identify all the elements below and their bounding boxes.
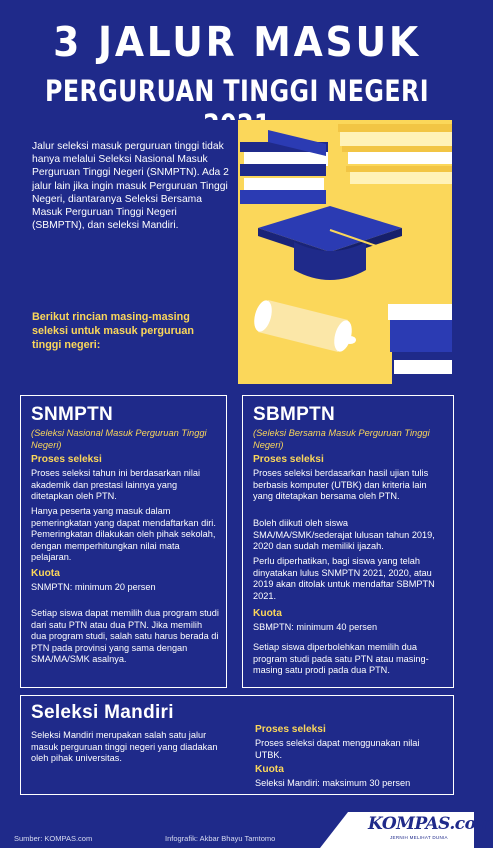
sbmptn-proses-p2: Boleh diikuti oleh siswa SMA/MA/SMK/sederajat lulusan tahun 2019, 2020 dan sudah memiliki ijazah. xyxy=(253,518,435,552)
graduation-cap-icon xyxy=(258,206,402,294)
snmptn-kuota-value: SNMPTN: minimum 20 persen xyxy=(31,582,156,592)
intro-text-block xyxy=(20,120,238,384)
snmptn-subtitle: (Seleksi Nasional Masuk Perguruan Tinggi Negeri) xyxy=(31,428,207,450)
sbmptn-subtitle: (Seleksi Bersama Masuk Perguruan Tinggi Negeri) xyxy=(253,428,430,450)
snmptn-proses-p2: Hanya peserta yang masuk dalam pemeringkatan yang dapat mendaftarkan diri. Pemeringkatan dilakukan oleh pihak sekolah, dengan memperhitungkan nilai mata pelajaran. xyxy=(31,506,216,563)
kompas-tagline: JERNIH MELIHAT DUNIA xyxy=(390,835,448,840)
book-stack-top-icon xyxy=(338,124,452,184)
sbmptn-proses-p3: Perlu diperhatikan, bagi siswa yang telah dinyatakan lulus SNMPTN 2021, 2020, atau 2019 akan ditolak untuk mendaftar SBMPTN 2021. xyxy=(253,556,435,601)
diploma-scroll-icon xyxy=(251,298,356,353)
sbmptn-kuota-label: Kuota xyxy=(253,608,282,619)
intro-panel xyxy=(20,120,452,384)
snmptn-proses-p1: Proses seleksi tahun ini berdasarkan nilai akademik dan prestasi lainnya yang ditetapkan oleh PTN. xyxy=(31,468,201,502)
snmptn-proses-label: Proses seleksi xyxy=(31,454,102,465)
mandiri-proses-text: Proses seleksi dapat menggunakan nilai UTBK. xyxy=(255,738,420,760)
footer-source: Sumber: KOMPAS.com xyxy=(14,834,93,843)
mandiri-description: Seleksi Mandiri merupakan salah satu jalur masuk perguruan tinggi negeri yang diadakan oleh pihak universitas. xyxy=(31,730,218,764)
snmptn-title: SNMPTN xyxy=(31,404,114,425)
snmptn-kuota-label: Kuota xyxy=(31,568,60,579)
intro-paragraph: Jalur seleksi masuk perguruan tinggi tidak hanya melalui Seleksi Nasional Masuk Perguruan Tinggi Negeri (SNMPTN). Ada 2 jalur lain jika ingin masuk Perguruan Tinggi Negeri, diantaranya Seleksi Bersama Masuk Perguruan Tinggi Negeri (SBMPTN), dan seleksi Mandiri. xyxy=(32,141,229,232)
sbmptn-title: SBMPTN xyxy=(253,404,336,425)
book-stack-icon xyxy=(240,130,328,204)
mandiri-card xyxy=(20,695,454,795)
sbmptn-kuota-value: SBMPTN: minimum 40 persen xyxy=(253,622,378,632)
page-title: 3 JALUR MASUK xyxy=(53,18,421,66)
intro-subheading: Berikut rincian masing-masing seleksi untuk masuk perguruan tinggi negeri: xyxy=(32,311,195,351)
mandiri-title: Seleksi Mandiri xyxy=(31,702,174,723)
page-subtitle: PERGURUAN TINGGI NEGERI xyxy=(45,74,429,108)
kompas-logo[interactable]: KOMPAS.com xyxy=(368,814,493,834)
snmptn-card xyxy=(20,395,227,688)
sbmptn-proses-label: Proses seleksi xyxy=(253,454,324,465)
sbmptn-proses-p1: Proses seleksi berdasarkan hasil ujian tulis berbasis komputer (UTBK) dan kriteria lain yang ditetapkan bersama oleh PTN. xyxy=(253,468,429,502)
mandiri-kuota-value: Seleksi Mandiri: maksimum 30 persen xyxy=(255,778,411,788)
footer-credit: Infografik: Akbar Bhayu Tamtomo xyxy=(165,834,276,843)
snmptn-note: Setiap siswa dapat memilih dua program studi dari satu PTN atau dua PTN. Jika memilih dua program studi, salah satu harus berada di PTN pada provinsi yang sama dengan SMA/MA/SMK asalnya. xyxy=(31,608,219,665)
mandiri-proses-label: Proses seleksi xyxy=(255,724,326,735)
book-stack-bottom-icon xyxy=(388,292,452,384)
books-graduation-illustration xyxy=(238,120,452,384)
mandiri-kuota-label: Kuota xyxy=(255,764,284,775)
sbmptn-card xyxy=(242,395,454,688)
sbmptn-note: Setiap siswa diperbolehkan memilih dua program studi pada satu PTN atau masing-masing satu prodi pada dua PTN. xyxy=(253,642,429,676)
